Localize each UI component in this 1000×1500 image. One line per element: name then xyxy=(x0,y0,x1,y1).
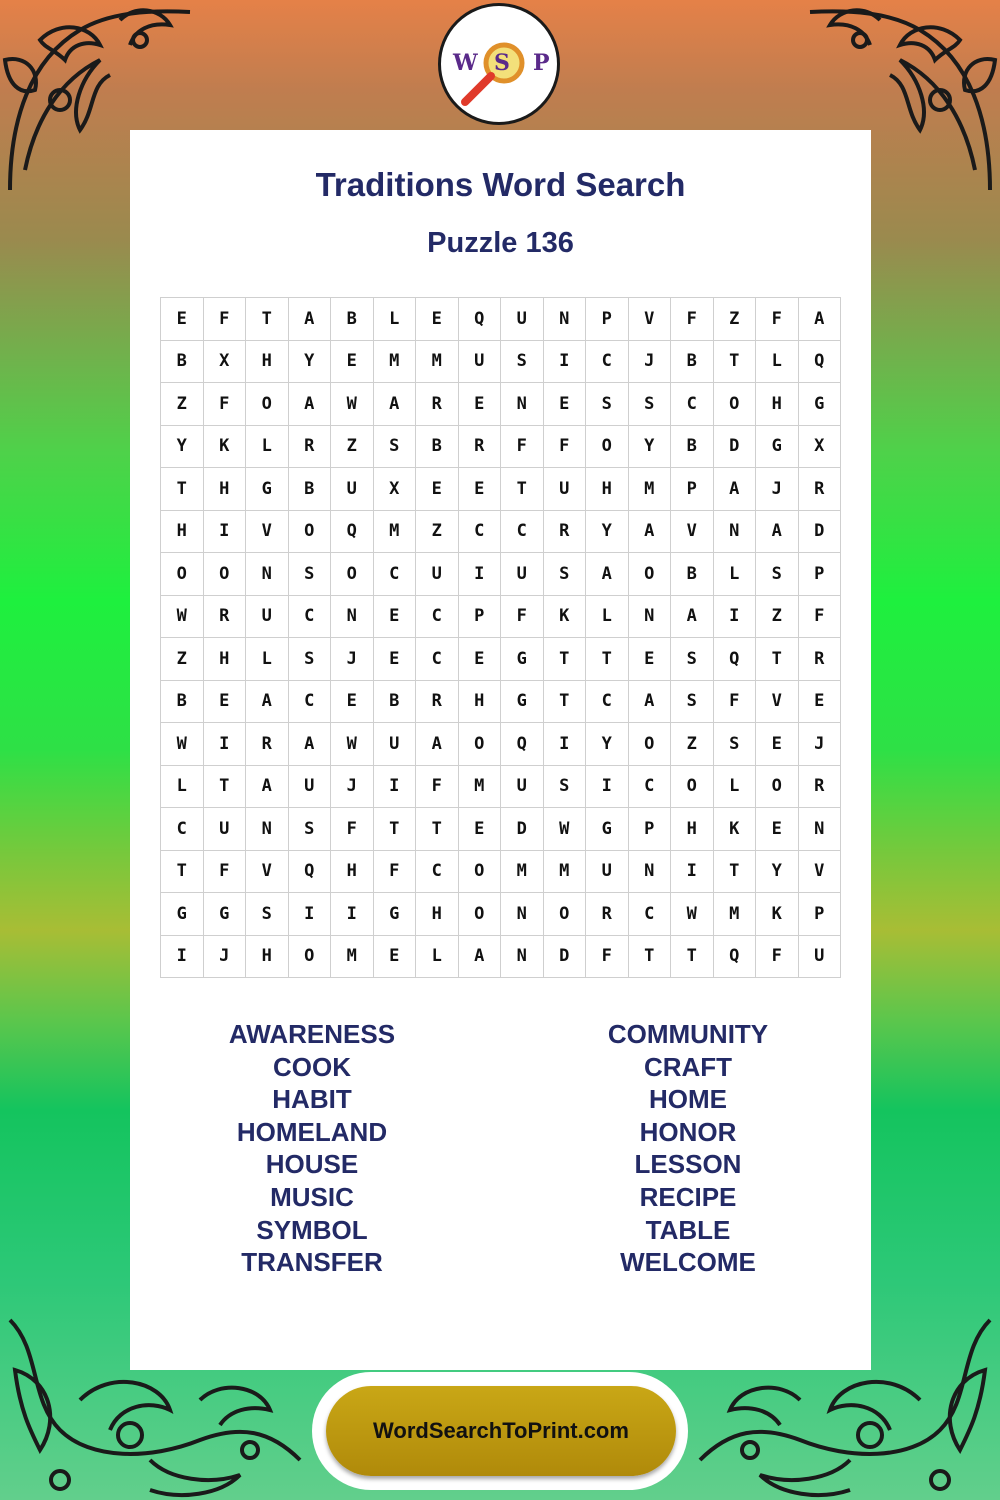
grid-cell: Y xyxy=(586,511,629,554)
grid-cell: F xyxy=(204,298,247,341)
grid-cell: U xyxy=(501,766,544,809)
grid-cell: E xyxy=(161,298,204,341)
grid-cell: C xyxy=(629,893,672,936)
grid-cell: I xyxy=(289,893,332,936)
grid-cell: O xyxy=(331,553,374,596)
grid-cell: O xyxy=(161,553,204,596)
grid-cell: M xyxy=(544,851,587,894)
grid-cell: V xyxy=(246,851,289,894)
grid-cell: K xyxy=(204,426,247,469)
grid-cell: O xyxy=(629,553,672,596)
grid-cell: I xyxy=(586,766,629,809)
grid-cell: B xyxy=(671,553,714,596)
grid-cell: F xyxy=(501,426,544,469)
word-list-left-column xyxy=(162,1018,462,1279)
word-list-item: TABLE xyxy=(645,1214,731,1245)
grid-cell: T xyxy=(374,808,417,851)
grid-cell: T xyxy=(671,936,714,979)
grid-cell: D xyxy=(799,511,842,554)
grid-cell: M xyxy=(331,936,374,979)
grid-cell: M xyxy=(629,468,672,511)
grid-cell: Q xyxy=(501,723,544,766)
puzzle-card xyxy=(130,130,871,1370)
grid-cell: G xyxy=(756,426,799,469)
grid-cell: A xyxy=(756,511,799,554)
grid-cell: F xyxy=(501,596,544,639)
grid-cell: Y xyxy=(586,723,629,766)
grid-cell: Z xyxy=(714,298,757,341)
grid-cell: C xyxy=(586,681,629,724)
grid-cell: T xyxy=(161,468,204,511)
word-list-item: SYMBOL xyxy=(256,1214,368,1245)
grid-cell: O xyxy=(459,723,502,766)
grid-cell: B xyxy=(331,298,374,341)
grid-cell: R xyxy=(416,383,459,426)
page-title: Traditions Word Search xyxy=(315,166,686,203)
grid-cell: S xyxy=(544,766,587,809)
grid-cell: L xyxy=(714,553,757,596)
grid-cell: H xyxy=(161,511,204,554)
word-list-right-column xyxy=(538,1018,838,1279)
grid-cell: A xyxy=(629,511,672,554)
grid-cell: C xyxy=(629,766,672,809)
grid-cell: P xyxy=(671,468,714,511)
grid-cell: W xyxy=(671,893,714,936)
grid-cell: H xyxy=(756,383,799,426)
grid-cell: O xyxy=(246,383,289,426)
grid-cell: G xyxy=(586,808,629,851)
grid-cell: E xyxy=(544,383,587,426)
grid-cell: I xyxy=(714,596,757,639)
grid-cell: S xyxy=(544,553,587,596)
grid-cell: C xyxy=(374,553,417,596)
grid-cell: V xyxy=(756,681,799,724)
grid-cell: O xyxy=(544,893,587,936)
grid-cell: C xyxy=(501,511,544,554)
word-list-item: LESSON xyxy=(634,1149,742,1180)
grid-cell: E xyxy=(799,681,842,724)
grid-cell: I xyxy=(161,936,204,979)
grid-cell: O xyxy=(289,936,332,979)
grid-cell: W xyxy=(331,383,374,426)
grid-cell: N xyxy=(629,851,672,894)
puzzle-number: Puzzle 136 xyxy=(427,227,574,259)
grid-cell: G xyxy=(161,893,204,936)
grid-cell: H xyxy=(331,851,374,894)
grid-cell: U xyxy=(374,723,417,766)
grid-cell: N xyxy=(714,511,757,554)
grid-cell: L xyxy=(756,341,799,384)
grid-cell: R xyxy=(204,596,247,639)
grid-cell: Z xyxy=(161,638,204,681)
grid-cell: Q xyxy=(459,298,502,341)
grid-cell: E xyxy=(374,596,417,639)
word-list-item: COOK xyxy=(273,1051,351,1082)
grid-cell: I xyxy=(204,511,247,554)
grid-cell: Y xyxy=(629,426,672,469)
word-list-item: RECIPE xyxy=(639,1181,737,1212)
grid-cell: N xyxy=(501,936,544,979)
grid-cell: B xyxy=(671,341,714,384)
grid-cell: C xyxy=(586,341,629,384)
word-list-item: AWARENESS xyxy=(228,1019,396,1049)
grid-cell: G xyxy=(501,638,544,681)
grid-cell: J xyxy=(756,468,799,511)
grid-cell: O xyxy=(586,426,629,469)
grid-cell: Q xyxy=(331,511,374,554)
grid-cell: J xyxy=(331,766,374,809)
word-list-item: HABIT xyxy=(272,1084,352,1115)
word-list-item: HONOR xyxy=(639,1116,737,1147)
grid-cell: W xyxy=(161,596,204,639)
grid-cell: K xyxy=(756,893,799,936)
grid-cell: M xyxy=(374,511,417,554)
logo-letter-s: S xyxy=(494,50,510,76)
grid-cell: J xyxy=(629,341,672,384)
word-list-item: WELCOME xyxy=(620,1247,756,1278)
grid-cell: F xyxy=(544,426,587,469)
wsp-logo xyxy=(438,3,560,125)
grid-cell: J xyxy=(799,723,842,766)
grid-cell: U xyxy=(544,468,587,511)
grid-cell: Y xyxy=(161,426,204,469)
grid-cell: H xyxy=(204,468,247,511)
grid-cell: B xyxy=(289,468,332,511)
grid-cell: O xyxy=(629,723,672,766)
grid-cell: C xyxy=(416,851,459,894)
grid-cell: D xyxy=(501,808,544,851)
grid-cell: A xyxy=(246,681,289,724)
grid-cell: F xyxy=(204,383,247,426)
grid-cell: R xyxy=(416,681,459,724)
grid-cell: B xyxy=(161,341,204,384)
grid-cell: C xyxy=(289,596,332,639)
grid-cell: C xyxy=(459,511,502,554)
grid-cell: A xyxy=(799,298,842,341)
grid-cell: Q xyxy=(799,341,842,384)
grid-cell: U xyxy=(501,298,544,341)
grid-cell: W xyxy=(544,808,587,851)
grid-cell: S xyxy=(289,553,332,596)
grid-cell: C xyxy=(416,596,459,639)
grid-cell: L xyxy=(246,426,289,469)
grid-cell: U xyxy=(246,596,289,639)
grid-cell: N xyxy=(331,596,374,639)
grid-cell: C xyxy=(416,638,459,681)
grid-cell: O xyxy=(459,893,502,936)
grid-cell: M xyxy=(416,341,459,384)
grid-cell: N xyxy=(246,808,289,851)
grid-cell: Z xyxy=(161,383,204,426)
grid-cell: T xyxy=(246,298,289,341)
grid-cell: X xyxy=(204,341,247,384)
grid-cell: E xyxy=(331,341,374,384)
grid-cell: H xyxy=(246,341,289,384)
grid-cell: L xyxy=(586,596,629,639)
grid-cell: S xyxy=(289,808,332,851)
grid-cell: Q xyxy=(714,638,757,681)
grid-cell: N xyxy=(629,596,672,639)
grid-cell: I xyxy=(671,851,714,894)
grid-cell: V xyxy=(671,511,714,554)
grid-cell: L xyxy=(246,638,289,681)
grid-cell: R xyxy=(799,468,842,511)
grid-cell: H xyxy=(586,468,629,511)
grid-cell: O xyxy=(756,766,799,809)
grid-cell: X xyxy=(799,426,842,469)
grid-cell: Y xyxy=(756,851,799,894)
grid-cell: A xyxy=(671,596,714,639)
grid-cell: S xyxy=(501,341,544,384)
grid-cell: R xyxy=(246,723,289,766)
grid-cell: R xyxy=(799,766,842,809)
grid-cell: U xyxy=(586,851,629,894)
grid-cell: T xyxy=(544,681,587,724)
grid-cell: S xyxy=(756,553,799,596)
grid-cell: B xyxy=(416,426,459,469)
grid-cell: V xyxy=(629,298,672,341)
grid-cell: E xyxy=(204,681,247,724)
grid-cell: Z xyxy=(671,723,714,766)
grid-cell: P xyxy=(586,298,629,341)
grid-cell: T xyxy=(544,638,587,681)
grid-cell: D xyxy=(544,936,587,979)
word-list-item: COMMUNITY xyxy=(607,1019,769,1049)
grid-cell: S xyxy=(289,638,332,681)
grid-cell: E xyxy=(416,298,459,341)
grid-cell: G xyxy=(204,893,247,936)
grid-cell: M xyxy=(714,893,757,936)
grid-cell: I xyxy=(331,893,374,936)
grid-cell: F xyxy=(586,936,629,979)
grid-cell: G xyxy=(501,681,544,724)
grid-cell: P xyxy=(799,553,842,596)
grid-cell: F xyxy=(671,298,714,341)
grid-cell: M xyxy=(459,766,502,809)
grid-cell: Z xyxy=(416,511,459,554)
grid-cell: X xyxy=(374,468,417,511)
grid-cell: O xyxy=(714,383,757,426)
grid-cell: I xyxy=(374,766,417,809)
grid-cell: G xyxy=(799,383,842,426)
grid-cell: P xyxy=(799,893,842,936)
grid-cell: T xyxy=(756,638,799,681)
grid-cell: C xyxy=(161,808,204,851)
grid-cell: E xyxy=(629,638,672,681)
grid-cell: A xyxy=(289,383,332,426)
grid-cell: H xyxy=(246,936,289,979)
grid-cell: V xyxy=(246,511,289,554)
grid-cell: U xyxy=(459,341,502,384)
grid-cell: K xyxy=(714,808,757,851)
grid-cell: R xyxy=(459,426,502,469)
grid-cell: F xyxy=(374,851,417,894)
grid-cell: S xyxy=(586,383,629,426)
grid-cell: H xyxy=(459,681,502,724)
grid-cell: A xyxy=(629,681,672,724)
grid-cell: E xyxy=(374,936,417,979)
grid-cell: E xyxy=(459,638,502,681)
grid-cell: F xyxy=(331,808,374,851)
grid-cell: L xyxy=(416,936,459,979)
grid-cell: U xyxy=(204,808,247,851)
grid-cell: U xyxy=(799,936,842,979)
grid-cell: N xyxy=(501,893,544,936)
grid-cell: E xyxy=(459,383,502,426)
grid-cell: S xyxy=(671,638,714,681)
grid-cell: A xyxy=(714,468,757,511)
grid-cell: Z xyxy=(756,596,799,639)
grid-cell: F xyxy=(204,851,247,894)
grid-cell: B xyxy=(374,681,417,724)
grid-cell: E xyxy=(331,681,374,724)
footer-badge[interactable] xyxy=(326,1386,676,1476)
grid-cell: S xyxy=(629,383,672,426)
grid-cell: U xyxy=(331,468,374,511)
grid-cell: A xyxy=(459,936,502,979)
grid-cell: I xyxy=(204,723,247,766)
grid-cell: M xyxy=(501,851,544,894)
grid-cell: E xyxy=(374,638,417,681)
grid-cell: H xyxy=(671,808,714,851)
grid-cell: E xyxy=(416,468,459,511)
word-list-item: HOMELAND xyxy=(236,1116,388,1147)
grid-cell: Y xyxy=(289,341,332,384)
grid-cell: M xyxy=(374,341,417,384)
grid-cell: E xyxy=(459,468,502,511)
grid-cell: C xyxy=(289,681,332,724)
grid-cell: O xyxy=(289,511,332,554)
grid-cell: B xyxy=(161,681,204,724)
grid-cell: S xyxy=(671,681,714,724)
grid-cell: O xyxy=(459,851,502,894)
word-list-item: HOUSE xyxy=(265,1149,359,1180)
grid-cell: W xyxy=(331,723,374,766)
grid-cell: H xyxy=(204,638,247,681)
grid-cell: B xyxy=(671,426,714,469)
grid-cell: K xyxy=(544,596,587,639)
site-name: WordSearchToPrint.com xyxy=(373,1418,629,1443)
grid-cell: R xyxy=(289,426,332,469)
grid-cell: O xyxy=(671,766,714,809)
grid-cell: O xyxy=(204,553,247,596)
grid-cell: S xyxy=(714,723,757,766)
grid-cell: S xyxy=(246,893,289,936)
grid-cell: N xyxy=(501,383,544,426)
grid-cell: E xyxy=(459,808,502,851)
grid-cell: T xyxy=(629,936,672,979)
grid-cell: J xyxy=(204,936,247,979)
logo-letter-w: W xyxy=(453,50,478,76)
grid-cell: N xyxy=(799,808,842,851)
grid-cell: I xyxy=(544,341,587,384)
letter-grid xyxy=(160,297,841,978)
grid-cell: R xyxy=(799,638,842,681)
grid-cell: T xyxy=(586,638,629,681)
grid-cell: T xyxy=(714,341,757,384)
grid-cell: F xyxy=(416,766,459,809)
grid-cell: T xyxy=(714,851,757,894)
grid-cell: T xyxy=(204,766,247,809)
logo-letter-p: P xyxy=(533,50,550,76)
word-list-item: TRANSFER xyxy=(241,1247,383,1278)
grid-cell: N xyxy=(544,298,587,341)
grid-cell: F xyxy=(756,298,799,341)
grid-cell: D xyxy=(714,426,757,469)
grid-cell: A xyxy=(289,723,332,766)
grid-cell: F xyxy=(799,596,842,639)
grid-cell: E xyxy=(756,808,799,851)
grid-cell: G xyxy=(374,893,417,936)
word-list-item: HOME xyxy=(649,1084,727,1115)
grid-cell: A xyxy=(374,383,417,426)
grid-cell: T xyxy=(501,468,544,511)
grid-cell: T xyxy=(161,851,204,894)
grid-cell: R xyxy=(544,511,587,554)
word-list-item: CRAFT xyxy=(643,1051,733,1082)
grid-cell: J xyxy=(331,638,374,681)
grid-cell: R xyxy=(586,893,629,936)
grid-cell: A xyxy=(586,553,629,596)
grid-cell: I xyxy=(459,553,502,596)
grid-cell: Q xyxy=(714,936,757,979)
grid-cell: P xyxy=(629,808,672,851)
grid-cell: Q xyxy=(289,851,332,894)
grid-cell: N xyxy=(246,553,289,596)
grid-cell: H xyxy=(416,893,459,936)
grid-cell: L xyxy=(161,766,204,809)
grid-cell: C xyxy=(671,383,714,426)
grid-cell: L xyxy=(714,766,757,809)
grid-cell: A xyxy=(416,723,459,766)
grid-cell: G xyxy=(246,468,289,511)
grid-cell: U xyxy=(501,553,544,596)
grid-cell: U xyxy=(289,766,332,809)
grid-cell: V xyxy=(799,851,842,894)
grid-cell: U xyxy=(416,553,459,596)
word-list-item: MUSIC xyxy=(270,1181,354,1212)
grid-cell: I xyxy=(544,723,587,766)
grid-cell: P xyxy=(459,596,502,639)
grid-cell: E xyxy=(756,723,799,766)
grid-cell: T xyxy=(416,808,459,851)
grid-cell: S xyxy=(374,426,417,469)
grid-cell: L xyxy=(374,298,417,341)
grid-cell: W xyxy=(161,723,204,766)
grid-cell: A xyxy=(289,298,332,341)
grid-cell: F xyxy=(714,681,757,724)
grid-cell: Z xyxy=(331,426,374,469)
grid-cell: A xyxy=(246,766,289,809)
grid-cell: F xyxy=(756,936,799,979)
